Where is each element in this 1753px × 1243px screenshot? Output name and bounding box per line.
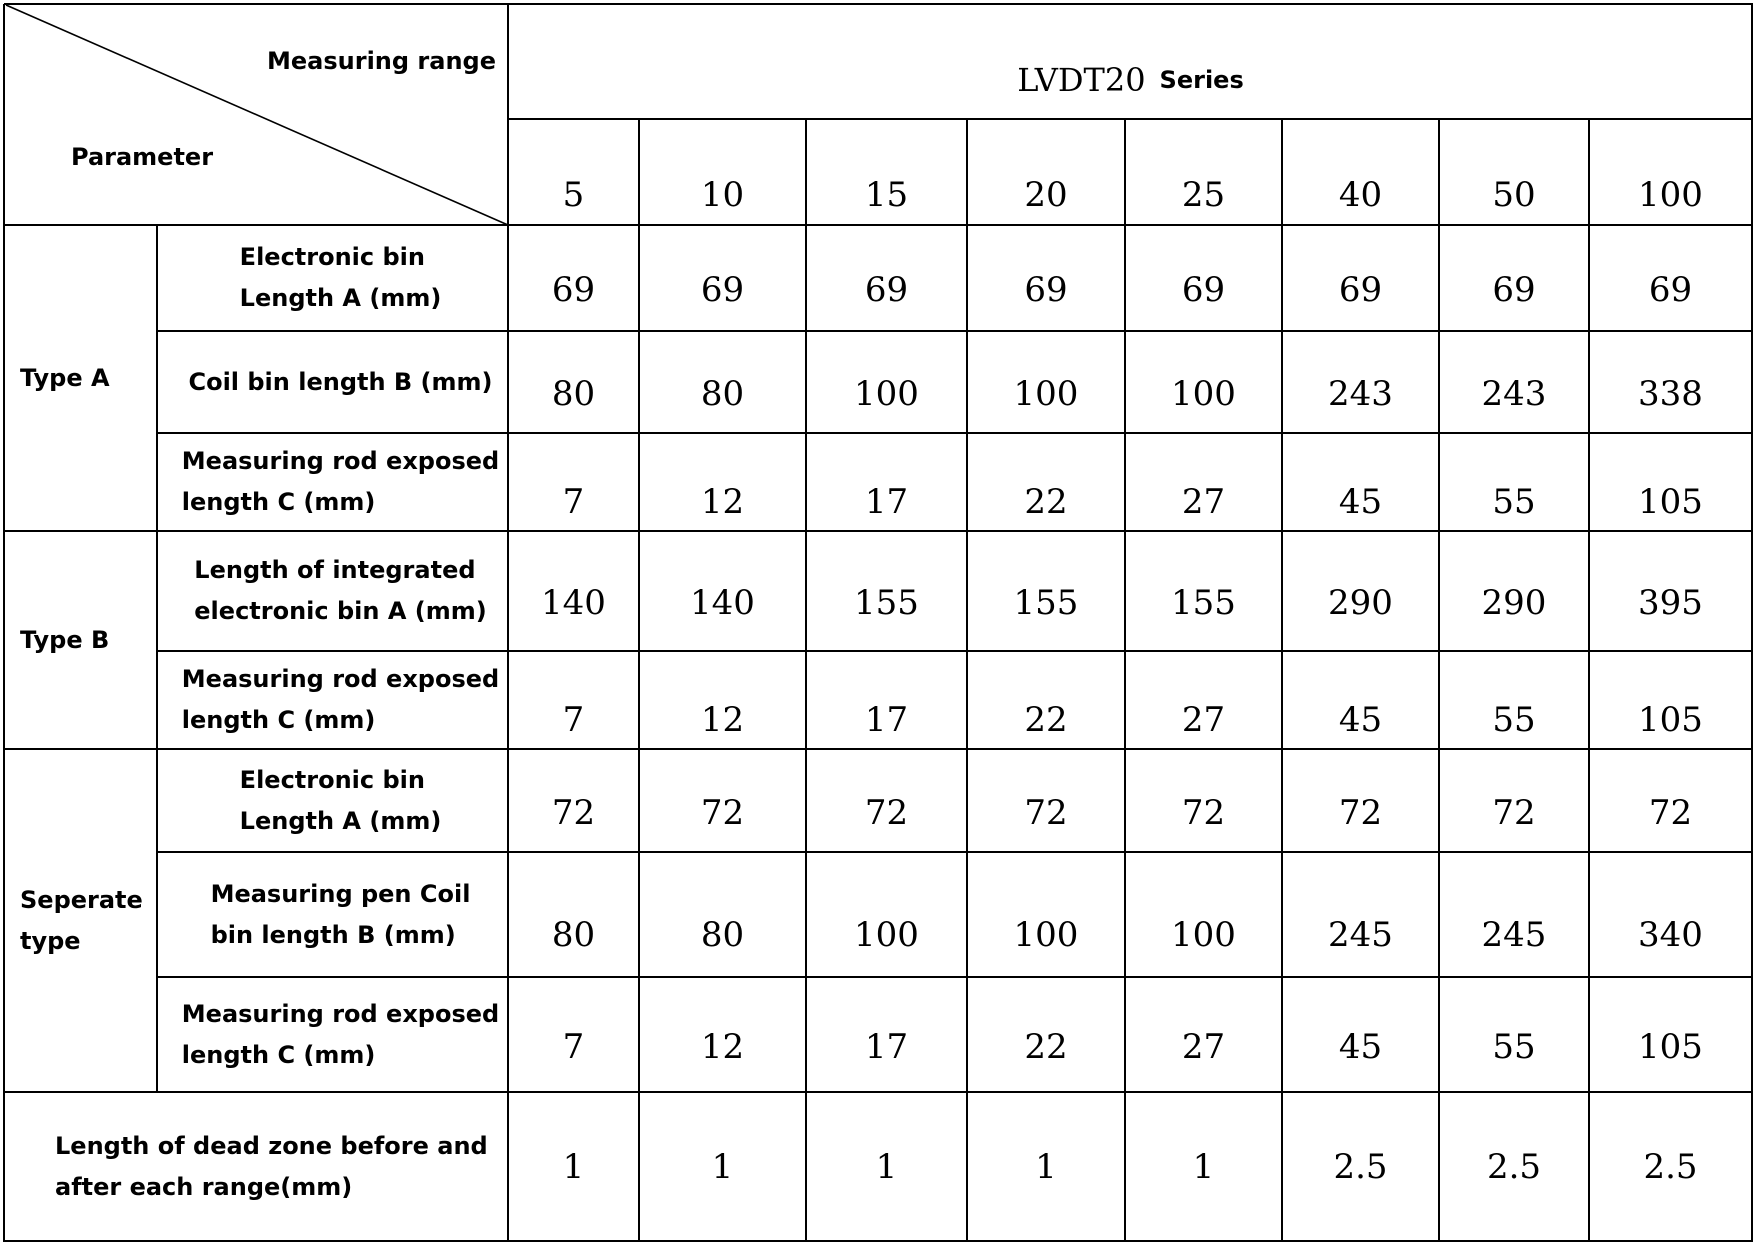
dead-zone-value-cell: 1 [562, 1146, 585, 1187]
label-line: length C (mm) [181, 488, 376, 516]
dead-zone-value-cell: 1 [1035, 1146, 1057, 1187]
value-cell: 290 [1328, 583, 1393, 623]
value-cell: 17 [864, 1026, 909, 1067]
parameter-label [177, 225, 504, 331]
value-cell: 69 [1338, 270, 1383, 310]
value-cell: 340 [1638, 914, 1703, 955]
dead-zone-label-text [55, 1126, 488, 1208]
header-diagonal-divider [0, 0, 520, 230]
label-line: Length A (mm) [239, 284, 442, 312]
range-header-cell: 40 [1338, 175, 1383, 215]
value-cell: 338 [1638, 374, 1703, 414]
range-header-cell: 10 [700, 175, 745, 215]
value-cell: 140 [541, 583, 606, 623]
value-cell: 27 [1181, 482, 1226, 522]
value-cell: 105 [1638, 700, 1703, 740]
range-header-cell: 20 [1024, 175, 1068, 215]
series-title [508, 50, 1753, 110]
label-line: Measuring rod exposed [181, 447, 500, 475]
value-cell: 395 [1638, 583, 1703, 623]
value-cell: 100 [1013, 914, 1079, 955]
value-cell: 100 [1013, 374, 1079, 414]
value-cell: 69 [1181, 270, 1226, 310]
dead-zone-value-cell: 1 [1192, 1146, 1215, 1187]
label-line: after each range(mm) [55, 1172, 353, 1201]
range-header-cell: 15 [864, 175, 909, 215]
range-header-cell: 5 [562, 175, 585, 215]
value-cell: 80 [551, 374, 596, 414]
value-cell: 72 [1648, 792, 1693, 833]
label-line: type [20, 926, 81, 955]
parameter-label-text [240, 760, 442, 842]
value-cell: 80 [551, 914, 596, 955]
value-cell: 155 [1013, 583, 1079, 623]
group-column-divider [156, 225, 158, 532]
value-cell: 55 [1492, 700, 1536, 740]
value-cell: 245 [1481, 914, 1547, 955]
label-line: Type B [20, 625, 110, 654]
value-cell: 72 [1338, 792, 1383, 833]
value-cell: 72 [700, 792, 745, 833]
value-cell: 69 [700, 270, 745, 310]
group-label [20, 531, 157, 749]
table-border-left [3, 4, 5, 1242]
label-line: Measuring rod exposed [181, 665, 500, 693]
label-line: electronic bin A (mm) [194, 597, 487, 625]
parameter-label-text [188, 362, 492, 403]
label-line: Measuring rod exposed [181, 999, 500, 1028]
value-cell: 27 [1181, 1026, 1226, 1067]
group-label [20, 749, 157, 1092]
parameter-label-text [182, 441, 499, 523]
label-line: Electronic bin [239, 243, 425, 271]
parameter-label [177, 331, 504, 433]
label-line: Seperate [20, 885, 143, 914]
parameter-label-text [211, 874, 471, 956]
value-cell: 17 [864, 700, 909, 740]
value-cell: 22 [1024, 1026, 1068, 1067]
value-cell: 100 [854, 374, 919, 414]
label-line: Length A (mm) [239, 806, 442, 835]
value-cell: 243 [1481, 374, 1547, 414]
header-title-divider [508, 118, 1753, 120]
parameter-label [177, 531, 504, 651]
corner-parameter-label: Parameter [71, 142, 214, 171]
value-cell: 72 [1492, 792, 1536, 833]
value-cell: 22 [1024, 700, 1068, 740]
dead-zone-value-cell: 1 [875, 1146, 898, 1187]
corner-measuring-range-label: Measuring range [267, 46, 496, 75]
value-cell: 155 [1171, 583, 1236, 623]
value-cell: 7 [562, 700, 585, 740]
label-line: bin length B (mm) [210, 920, 456, 949]
parameter-label [177, 651, 504, 749]
parameter-label-text [182, 994, 499, 1076]
value-cell: 69 [1024, 270, 1068, 310]
parameter-label [177, 852, 504, 977]
group-column-divider [156, 749, 158, 1093]
value-cell: 140 [690, 583, 755, 623]
dead-zone-value-cell: 2.5 [1333, 1146, 1388, 1187]
value-cell: 27 [1181, 700, 1226, 740]
value-cell: 100 [854, 914, 919, 955]
value-cell: 7 [562, 482, 585, 522]
value-cell: 7 [562, 1026, 585, 1067]
parameter-label-text [240, 237, 442, 319]
table-border-top [4, 3, 1753, 5]
group-label-text [20, 620, 109, 661]
label-line: length C (mm) [181, 706, 376, 734]
value-cell: 12 [700, 700, 745, 740]
label-line: Type A [20, 363, 110, 392]
series-name: LVDT20 [1017, 61, 1146, 99]
range-header-cell: 100 [1638, 175, 1703, 215]
range-header-cell: 25 [1181, 175, 1226, 215]
value-cell: 55 [1492, 482, 1536, 522]
value-cell: 69 [864, 270, 909, 310]
group-label [20, 225, 157, 531]
value-cell: 17 [864, 482, 909, 522]
label-line: Measuring pen Coil [210, 879, 471, 908]
value-cell: 45 [1338, 700, 1383, 740]
group-column-divider [156, 531, 158, 750]
parameter-label-text [194, 550, 486, 632]
value-cell: 72 [864, 792, 909, 833]
group-label-text [20, 880, 143, 962]
value-cell: 100 [1171, 374, 1236, 414]
value-cell: 45 [1338, 1026, 1383, 1067]
value-cell: 12 [700, 482, 745, 522]
value-cell: 155 [854, 583, 919, 623]
dead-zone-value-cell: 1 [711, 1146, 734, 1187]
value-cell: 22 [1024, 482, 1068, 522]
parameter-label-text [182, 659, 499, 741]
value-cell: 69 [1492, 270, 1536, 310]
label-line: Electronic bin [239, 765, 425, 794]
parameter-label [177, 433, 504, 531]
value-cell: 100 [1171, 914, 1236, 955]
range-header-cell: 50 [1492, 175, 1536, 215]
value-cell: 105 [1638, 1026, 1703, 1067]
value-cell: 72 [551, 792, 596, 833]
value-cell: 245 [1328, 914, 1393, 955]
value-cell: 69 [551, 270, 596, 310]
value-cell: 55 [1492, 1026, 1536, 1067]
label-line: length C (mm) [181, 1040, 376, 1069]
label-line: Length of dead zone before and [55, 1131, 488, 1160]
series-suffix: Series [1159, 66, 1244, 94]
value-cell: 45 [1338, 482, 1383, 522]
dead-zone-value-cell: 2.5 [1643, 1146, 1698, 1187]
value-cell: 80 [700, 374, 745, 414]
value-cell: 72 [1024, 792, 1068, 833]
group-label-text [20, 358, 110, 399]
value-cell: 105 [1638, 482, 1703, 522]
value-cell: 290 [1481, 583, 1547, 623]
parameter-label [177, 749, 504, 852]
parameter-label [177, 977, 504, 1092]
dead-zone-label [55, 1092, 503, 1241]
value-cell: 69 [1648, 270, 1693, 310]
label-line: Length of integrated [194, 556, 476, 584]
value-cell: 12 [700, 1026, 745, 1067]
value-cell: 80 [700, 914, 745, 955]
label-line: Coil bin length B (mm) [188, 367, 493, 396]
value-cell: 243 [1328, 374, 1393, 414]
value-cell: 72 [1181, 792, 1226, 833]
dead-zone-value-cell: 2.5 [1486, 1146, 1542, 1187]
